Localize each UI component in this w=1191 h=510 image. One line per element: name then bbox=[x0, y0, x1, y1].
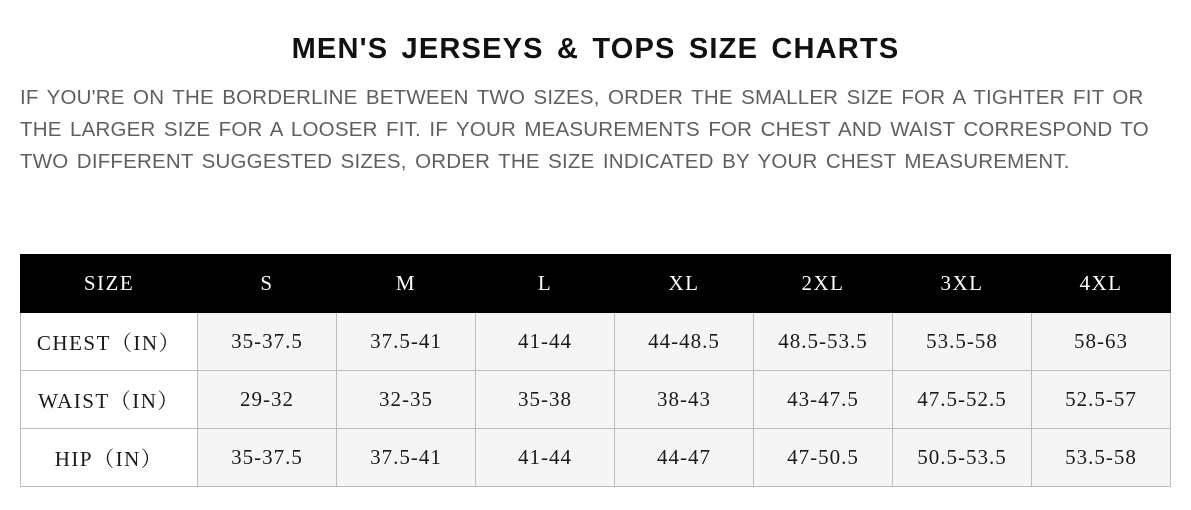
cell-waist-4xl: 52.5-57 bbox=[1032, 371, 1171, 429]
cell-chest-xl: 44-48.5 bbox=[615, 313, 754, 371]
cell-waist-l: 35-38 bbox=[476, 371, 615, 429]
size-chart-table bbox=[20, 254, 1171, 487]
cell-chest-3xl: 53.5-58 bbox=[893, 313, 1032, 371]
row-label-hip: HIP（IN） bbox=[21, 429, 198, 487]
cell-chest-m: 37.5-41 bbox=[337, 313, 476, 371]
cell-waist-s: 29-32 bbox=[198, 371, 337, 429]
table-head bbox=[21, 255, 1171, 313]
cell-chest-s: 35-37.5 bbox=[198, 313, 337, 371]
cell-hip-3xl: 50.5-53.5 bbox=[893, 429, 1032, 487]
table-row bbox=[21, 371, 1171, 429]
cell-chest-l: 41-44 bbox=[476, 313, 615, 371]
cell-waist-m: 32-35 bbox=[337, 371, 476, 429]
row-label-waist: WAIST（IN） bbox=[21, 371, 198, 429]
cell-hip-s: 35-37.5 bbox=[198, 429, 337, 487]
column-header-3xl: 3XL bbox=[893, 255, 1032, 313]
table-body bbox=[21, 313, 1171, 487]
size-chart-table-wrap bbox=[20, 254, 1171, 487]
column-header-2xl: 2XL bbox=[754, 255, 893, 313]
intro-paragraph: IF YOU'RE ON THE BORDERLINE BETWEEN TWO SIZES, ORDER THE SMALLER SIZE FOR A TIGHTER FIT OR THE LARGER SIZE FOR A LOOSER FIT. IF YOUR MEASUREMENTS FOR CHEST AND WAIST CORRESPOND TO TWO DIFFERENT SUGGESTED SIZES, ORDER THE SIZE INDICATED BY YOUR CHEST MEASUREMENT. bbox=[20, 86, 1149, 173]
column-header-size: SIZE bbox=[21, 255, 198, 313]
cell-chest-4xl: 58-63 bbox=[1032, 313, 1171, 371]
table-row bbox=[21, 313, 1171, 371]
cell-hip-l: 41-44 bbox=[476, 429, 615, 487]
row-label-chest: CHEST（IN） bbox=[21, 313, 198, 371]
cell-chest-2xl: 48.5-53.5 bbox=[754, 313, 893, 371]
column-header-4xl: 4XL bbox=[1032, 255, 1171, 313]
cell-hip-4xl: 53.5-58 bbox=[1032, 429, 1171, 487]
column-header-m: M bbox=[337, 255, 476, 313]
cell-waist-3xl: 47.5-52.5 bbox=[893, 371, 1032, 429]
column-header-s: S bbox=[198, 255, 337, 313]
column-header-xl: XL bbox=[615, 255, 754, 313]
page-title: MEN'S JERSEYS & TOPS SIZE CHARTS bbox=[291, 33, 900, 65]
cell-hip-m: 37.5-41 bbox=[337, 429, 476, 487]
cell-waist-2xl: 43-47.5 bbox=[754, 371, 893, 429]
table-row bbox=[21, 429, 1171, 487]
column-header-l: L bbox=[476, 255, 615, 313]
table-header-row bbox=[21, 255, 1171, 313]
cell-waist-xl: 38-43 bbox=[615, 371, 754, 429]
cell-hip-xl: 44-47 bbox=[615, 429, 754, 487]
cell-hip-2xl: 47-50.5 bbox=[754, 429, 893, 487]
